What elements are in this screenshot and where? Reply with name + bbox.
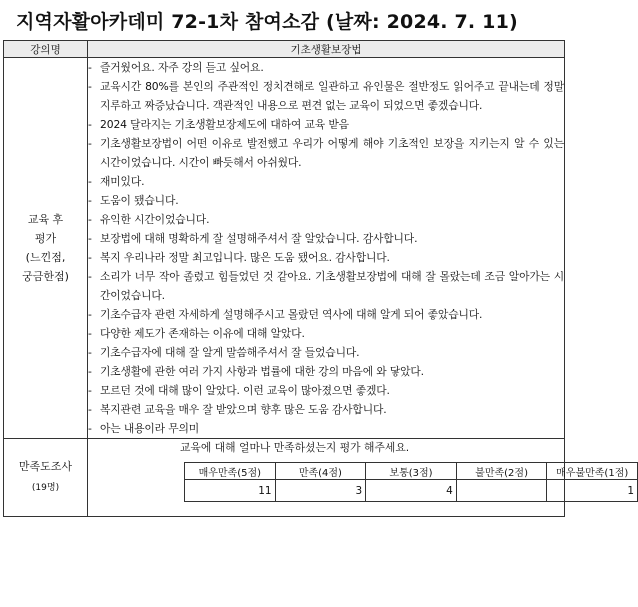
header-lecture-name: 기초생활보장법: [88, 41, 565, 58]
feedback-text: 기초수급자에 대해 잘 알게 말씀해주셔서 잘 들었습니다.: [100, 346, 360, 359]
rating-value: 11: [185, 480, 276, 502]
feedback-item: [88, 210, 564, 229]
feedback-text: 재미있다.: [100, 175, 145, 188]
feedback-text: 아는 내용이라 무의미: [100, 422, 200, 435]
evaluation-label-line: 교육 후: [27, 213, 64, 226]
feedback-item: [88, 248, 564, 267]
header-row: [4, 41, 565, 58]
feedback-bullet: -: [88, 194, 92, 207]
feedback-text: 도움이 됐습니다.: [100, 194, 179, 207]
header-lecture-label: 강의명: [4, 41, 88, 58]
rating-table: [184, 462, 638, 502]
rating-value: 3: [275, 480, 366, 502]
feedback-bullet: -: [88, 308, 92, 321]
feedback-bullet: -: [88, 80, 92, 93]
feedback-bullet: -: [88, 61, 92, 74]
feedback-item: [88, 267, 564, 305]
feedback-bullet: -: [88, 327, 92, 340]
rating-value-row: [185, 480, 638, 502]
evaluation-label-line: (느낀점,: [25, 251, 66, 264]
feedback-bullet: -: [88, 118, 92, 131]
feedback-item: [88, 229, 564, 248]
feedback-text: 기초생활에 관한 여러 가지 사항과 법률에 대한 강의 마음에 와 닿았다.: [100, 365, 424, 378]
evaluation-label-line: 평가: [34, 232, 57, 245]
feedback-item: [88, 362, 564, 381]
feedback-bullet: -: [88, 346, 92, 359]
survey-row: [4, 439, 565, 517]
feedback-bullet: -: [88, 270, 92, 283]
feedback-item: [88, 58, 564, 77]
feedback-text: 모르던 것에 대해 많이 알았다. 이런 교육이 많아졌으면 좋겠다.: [100, 384, 390, 397]
feedback-item: [88, 77, 564, 115]
survey-label: 만족도조사: [18, 460, 73, 473]
evaluation-label: [4, 58, 88, 439]
feedback-text: 교육시간 80%를 본인의 주관적인 정치견해로 일관하고 유인물은 절반정도 읽어주고 끝내는데 정말 지루하고 짜증났습니다. 객관적인 내용으로 편견 없는 교육이 되었으면 좋겠습니다.: [100, 80, 564, 112]
page-title: 지역자활아카데미 72-1차 참여소감 (날짜: 2024. 7. 11): [16, 11, 518, 33]
feedback-item: [88, 191, 564, 210]
feedback-text: 소리가 너무 작아 졸렸고 힘들었던 것 같아요. 기초생활보장법에 대해 잘 몰랐는데 조금 알아가는 시간이었습니다.: [100, 270, 564, 302]
feedback-bullet: -: [88, 213, 92, 226]
survey-cell: [88, 439, 634, 517]
rating-label: 불만족(2점): [456, 463, 547, 480]
rating-value: [456, 480, 547, 502]
evaluation-label-line: 궁금한점): [22, 270, 69, 283]
feedback-item: [88, 305, 564, 324]
feedback-bullet: -: [88, 175, 92, 188]
feedback-text: 기초수급자 관련 자세하게 설명해주시고 몰랐던 역사에 대해 알게 되어 좋았습니다.: [100, 308, 483, 321]
feedback-text: 즐거웠어요. 자주 강의 듣고 싶어요.: [100, 61, 264, 74]
feedback-bullet: -: [88, 232, 92, 245]
feedback-text: 2024 달라지는 기초생활보장제도에 대하여 교육 받음: [100, 118, 349, 131]
rating-label: 만족(4점): [275, 463, 366, 480]
rating-label: 매우불만족(1점): [547, 463, 638, 480]
feedback-text: 보장법에 대해 명확하게 잘 설명해주셔서 잘 알았습니다. 감사합니다.: [100, 232, 418, 245]
rating-value: 1: [547, 480, 638, 502]
feedback-item: [88, 115, 564, 134]
feedback-bullet: -: [88, 384, 92, 397]
feedback-item: [88, 419, 564, 438]
feedback-bullet: -: [88, 365, 92, 378]
feedback-list: [88, 58, 565, 439]
feedback-text: 복지 우리나라 정말 최고입니다. 많은 도움 됐어요. 감사합니다.: [100, 251, 390, 264]
feedback-text: 기초생활보장법이 어떤 이유로 발전했고 우리가 어떻게 해야 기초적인 보장을 지키는지 알 수 있는 시간이었습니다. 시간이 빠듯해서 아쉬웠다.: [100, 137, 564, 169]
rating-label: 매우만족(5점): [185, 463, 276, 480]
rating-label: 보통(3점): [366, 463, 457, 480]
feedback-bullet: -: [88, 137, 92, 150]
survey-label-cell: [4, 439, 88, 517]
survey-question: 교육에 대해 얼마나 만족하셨는지 평가 해주세요.: [180, 441, 410, 454]
feedback-text: 복지관련 교육을 매우 잘 받았으며 향후 많은 도움 감사합니다.: [100, 403, 387, 416]
feedback-bullet: -: [88, 422, 92, 435]
feedback-text: 다양한 제도가 존재하는 이유에 대해 알았다.: [100, 327, 305, 340]
feedback-item: [88, 381, 564, 400]
feedback-item: [88, 172, 564, 191]
evaluation-row: [4, 58, 565, 439]
feedback-item: [88, 343, 564, 362]
feedback-item: [88, 324, 564, 343]
survey-count: (19명): [31, 483, 60, 493]
rating-value: 4: [366, 480, 457, 502]
feedback-item: [88, 134, 564, 172]
feedback-text: 유익한 시간이었습니다.: [100, 213, 210, 226]
rating-label-row: [185, 463, 638, 480]
feedback-bullet: -: [88, 403, 92, 416]
feedback-item: [88, 400, 564, 419]
feedback-table: [3, 40, 634, 517]
feedback-bullet: -: [88, 251, 92, 264]
